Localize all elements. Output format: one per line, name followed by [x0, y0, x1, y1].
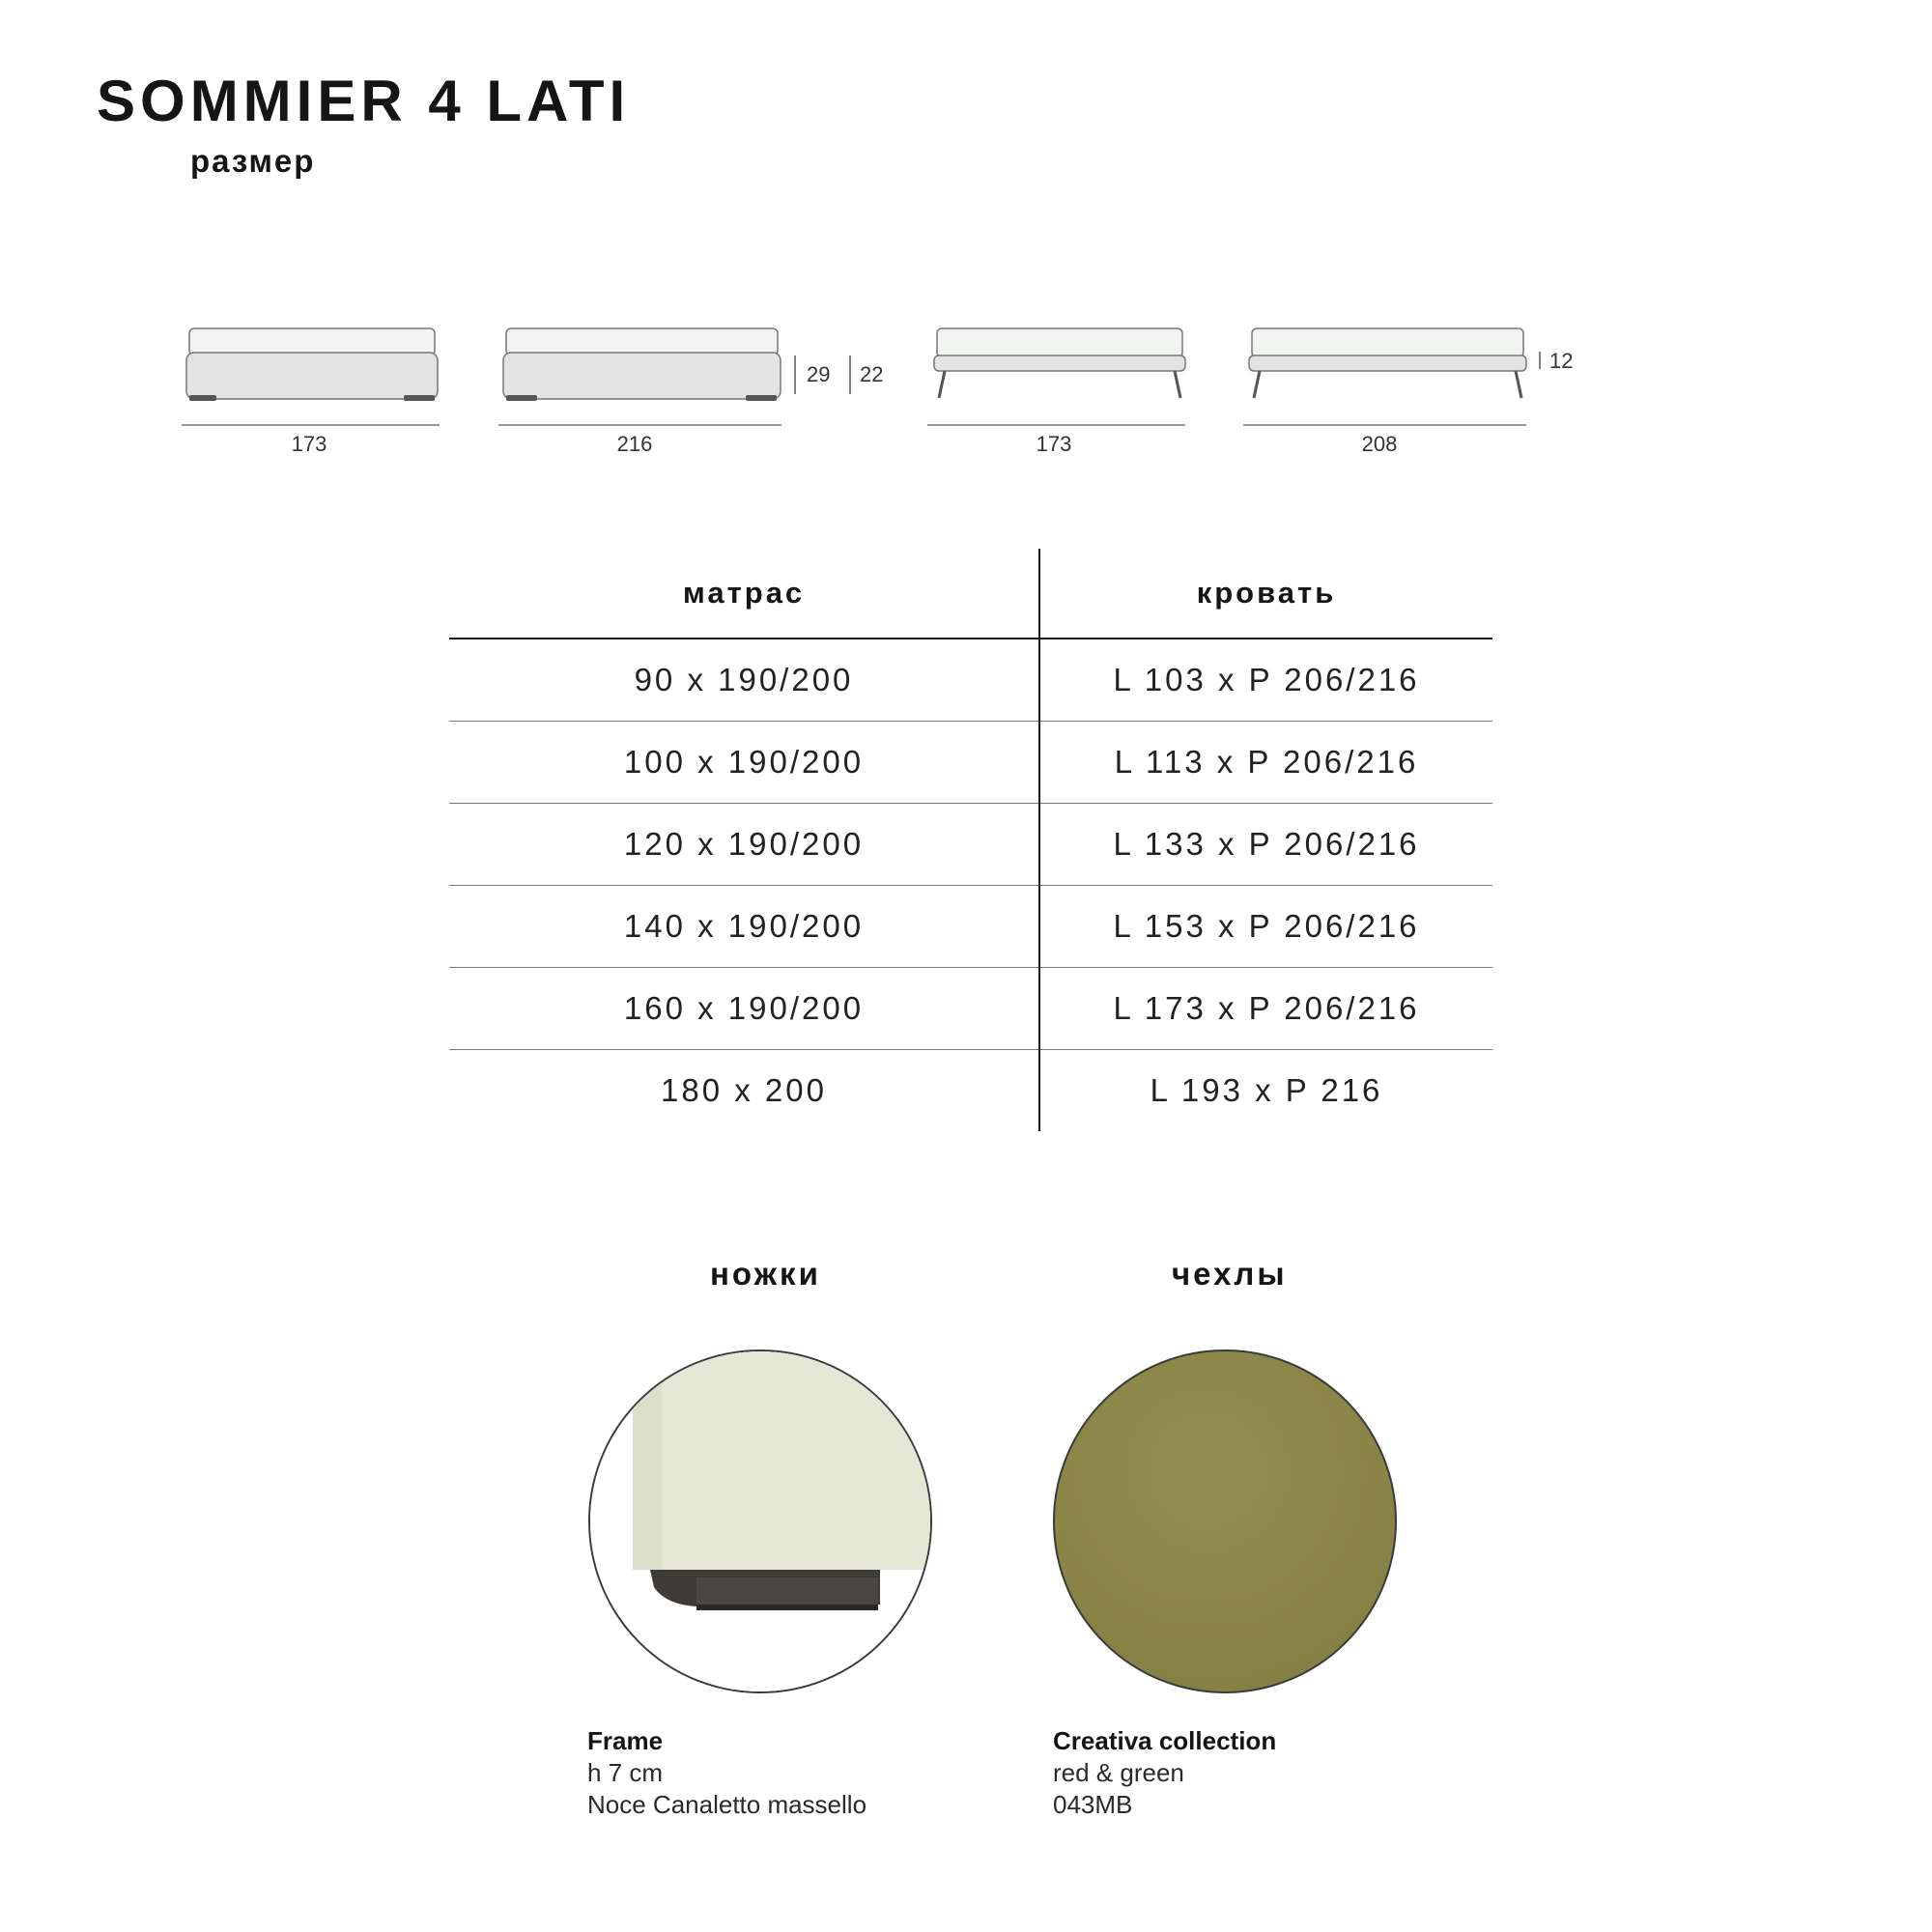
mattress-size-cell: 140 x 190/200 — [449, 886, 1039, 968]
leg-detail-image — [590, 1351, 932, 1693]
column-header-bed: кровать — [1039, 549, 1492, 639]
bed-size-cell: L 103 x P 206/216 — [1039, 639, 1492, 722]
table-header-row — [449, 549, 1492, 639]
mattress-size-cell: 180 x 200 — [449, 1050, 1039, 1132]
bed-size-cell: L 153 x P 206/216 — [1039, 886, 1492, 968]
width-label: 173 — [291, 432, 327, 456]
bed-drawing-base-side — [498, 328, 883, 456]
page-subtitle: размер — [190, 143, 316, 179]
bed-drawings — [0, 0, 1932, 483]
page-title: SOMMIER 4 LATI — [97, 69, 631, 133]
table-row — [449, 968, 1492, 1050]
table-row — [449, 886, 1492, 968]
width-label: 173 — [1036, 432, 1072, 456]
legs-caption-title: Frame — [587, 1726, 664, 1755]
height-label: 22 — [860, 362, 884, 386]
height-label: 12 — [1549, 349, 1574, 373]
mattress-size-cell: 90 x 190/200 — [449, 639, 1039, 722]
height-label: 29 — [807, 362, 831, 386]
covers-caption-line: red & green — [1053, 1758, 1184, 1787]
table-row — [449, 639, 1492, 722]
mattress-size-cell: 160 x 190/200 — [449, 968, 1039, 1050]
bed-drawing-legs-front — [927, 328, 1185, 456]
column-header-mattress: матрас — [449, 549, 1039, 639]
bed-drawing-legs-side — [1243, 328, 1573, 456]
bed-size-cell: L 193 x P 216 — [1150, 1072, 1383, 1108]
table-row — [449, 722, 1492, 804]
covers-caption-line: 043MB — [1053, 1790, 1133, 1819]
bed-size-cell: L 133 x P 206/216 — [1039, 804, 1492, 886]
size-table — [449, 549, 1492, 1131]
covers-caption-title: Creativa collection — [1053, 1726, 1277, 1755]
bed-size-cell: L 113 x P 206/216 — [1039, 722, 1492, 804]
legs-caption — [587, 1725, 867, 1821]
table-row — [449, 1050, 1492, 1132]
mattress-size-cell: 120 x 190/200 — [449, 804, 1039, 886]
legs-swatch — [588, 1350, 932, 1693]
covers-heading: чехлы — [1172, 1256, 1288, 1292]
bed-size-cell: L 173 x P 206/216 — [1039, 968, 1492, 1050]
width-label: 216 — [616, 432, 653, 456]
mattress-size-cell: 100 x 190/200 — [449, 722, 1039, 804]
table-row — [449, 804, 1492, 886]
bed-drawing-base-front — [182, 328, 440, 456]
legs-heading: ножки — [710, 1256, 821, 1292]
covers-caption — [1053, 1725, 1276, 1821]
legs-caption-line: h 7 cm — [587, 1758, 664, 1787]
width-label: 208 — [1361, 432, 1398, 456]
legs-caption-line: Noce Canaletto massello — [587, 1790, 867, 1819]
fabric-swatch — [1053, 1350, 1397, 1693]
